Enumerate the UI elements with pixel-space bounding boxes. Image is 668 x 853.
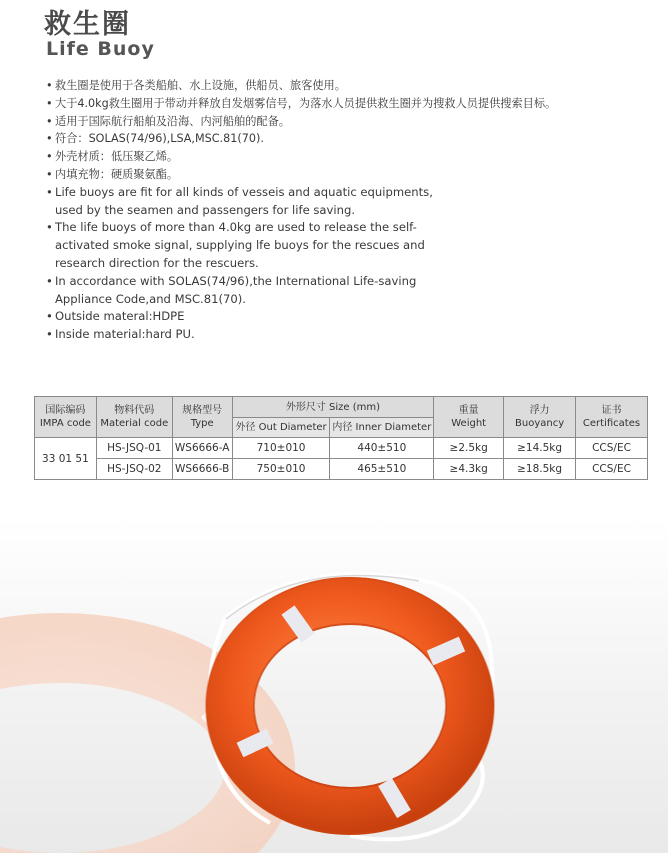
list-item: • 救生圈是使用于各类船舶、水上设施，供船员、旅客使用。: [46, 79, 346, 92]
table-row: [35, 438, 648, 459]
header-impa: 国际编码 IMPA code: [35, 397, 97, 438]
header-outer-diameter: 外径 Out Diameter: [232, 418, 330, 438]
inner-diameter-cell: 465±510: [330, 459, 434, 480]
weight-cell: ≥4.3kg: [434, 459, 504, 480]
spec-table: [34, 396, 648, 480]
header-buoyancy: 浮力 Buoyancy: [504, 397, 576, 438]
list-item: • 外壳材质：低压聚乙烯。: [46, 150, 179, 164]
header-certificates: 证书 Certificates: [576, 397, 648, 438]
buoyancy-cell: ≥18.5kg: [504, 459, 576, 480]
page-title-cn: 救生圈: [44, 9, 131, 40]
certificates-cell: CCS/EC: [576, 438, 648, 459]
inner-diameter-cell: 440±510: [330, 438, 434, 459]
table-row: [35, 459, 648, 480]
list-item: • In accordance with SOLAS(74/96),the International Life-saving Appliance Code,and MSC.81(70).: [46, 273, 417, 306]
impa-code-cell: 33 01 51: [35, 438, 97, 480]
list-item: • Life buoys are fit for all kinds of vesseis and aquatic equipments, used by the seamen and passengers for life saving.: [46, 184, 433, 217]
buoyancy-cell: ≥14.5kg: [504, 438, 576, 459]
list-item: • 大于4.0kg救生圈用于带动并释放自发烟雾信号，为落水人员提供救生圈并为搜救人员提供搜索目标。: [46, 96, 557, 110]
weight-cell: ≥2.5kg: [434, 438, 504, 459]
page-title-en: Life Buoy: [46, 38, 155, 60]
type-cell: WS6666-B: [172, 459, 232, 480]
type-cell: WS6666-A: [172, 438, 232, 459]
outer-diameter-cell: 710±010: [232, 438, 330, 459]
list-item: • 符合：SOLAS(74/96),LSA,MSC.81(70).: [46, 132, 264, 146]
header-material: 物料代码 Material code: [96, 397, 172, 438]
header-type: 规格型号 Type: [172, 397, 232, 438]
list-item: • Inside material:hard PU.: [46, 327, 195, 342]
life-buoy-photo: [0, 518, 668, 853]
feature-list: [46, 77, 646, 344]
list-item: • Outside materal:HDPE: [46, 309, 185, 324]
list-item: • 内填充物：硬质聚氨酯。: [46, 167, 179, 181]
material-cell: HS-JSQ-01: [96, 438, 172, 459]
list-item: • 适用于国际航行船舶及沿海、内河船舶的配备。: [46, 114, 290, 128]
header-inner-diameter: 内径 Inner Diameter: [330, 418, 434, 438]
header-weight: 重量 Weight: [434, 397, 504, 438]
outer-diameter-cell: 750±010: [232, 459, 330, 480]
header-size: 外形尺寸 Size (mm): [232, 397, 434, 418]
certificates-cell: CCS/EC: [576, 459, 648, 480]
list-item: • The life buoys of more than 4.0kg are used to release the self- activated smoke signal, supplying lfe buoys for the rescues and research direction for the rescuers.: [46, 220, 425, 270]
material-cell: HS-JSQ-02: [96, 459, 172, 480]
